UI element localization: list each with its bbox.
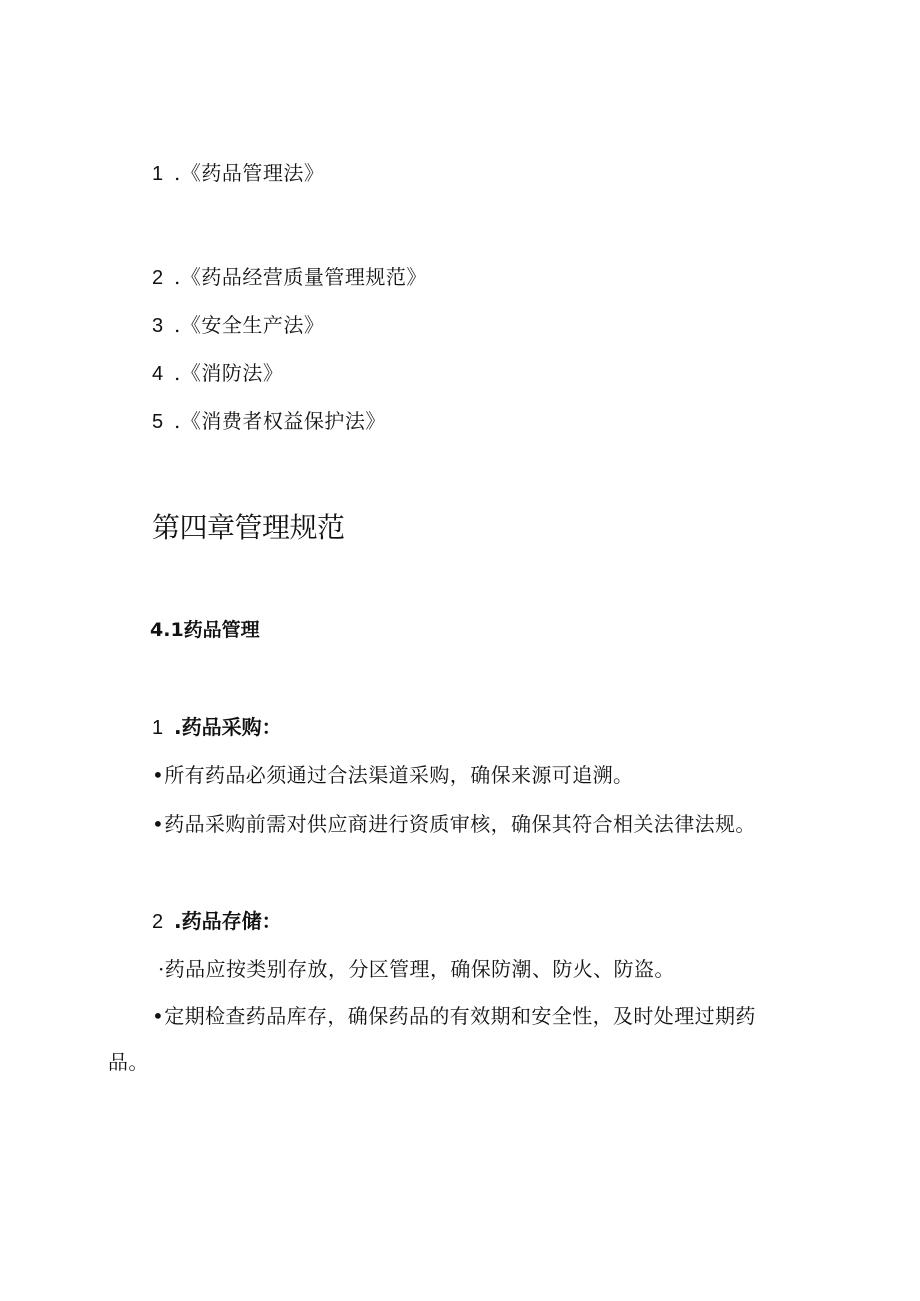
subsection-title: .药品采购： xyxy=(174,715,282,739)
law-list-item xyxy=(152,363,283,384)
bullet-item-continuation: 品。 xyxy=(108,1050,149,1074)
law-title: .《药品管理法》 xyxy=(174,161,325,185)
section-heading: 4.1药品管理 xyxy=(150,619,260,641)
law-title: .《药品经营质量管理规范》 xyxy=(174,265,427,289)
subsection-heading-storage xyxy=(152,911,282,932)
subsection-heading-procurement xyxy=(152,717,282,738)
law-title: .《消防法》 xyxy=(174,361,284,385)
list-number: 1 xyxy=(152,717,164,739)
law-list-item xyxy=(152,411,386,432)
law-list-item xyxy=(152,267,427,288)
list-number: 2 xyxy=(152,267,164,289)
subsection-title: .药品存储： xyxy=(174,909,282,933)
list-number: 4 xyxy=(152,363,164,385)
law-list-item xyxy=(152,315,324,336)
bullet-item: •药品采购前需对供应商进行资质审核，确保其符合相关法律法规。 xyxy=(152,812,756,836)
list-number: 2 xyxy=(152,911,164,933)
list-number: 1 xyxy=(152,163,164,185)
bullet-item: •定期检查药品库存，确保药品的有效期和安全性，及时处理过期药 xyxy=(152,1004,756,1028)
law-list-item xyxy=(152,163,324,184)
bullet-item: ·药品应按类别存放，分区管理，确保防潮、防火、防盗。 xyxy=(158,957,675,981)
law-title: .《消费者权益保护法》 xyxy=(174,409,386,433)
law-title: .《安全生产法》 xyxy=(174,313,325,337)
list-number: 5 xyxy=(152,411,164,433)
bullet-item: •所有药品必须通过合法渠道采购，确保来源可追溯。 xyxy=(152,763,634,787)
list-number: 3 xyxy=(152,315,164,337)
chapter-heading: 第四章管理规范 xyxy=(152,511,345,544)
